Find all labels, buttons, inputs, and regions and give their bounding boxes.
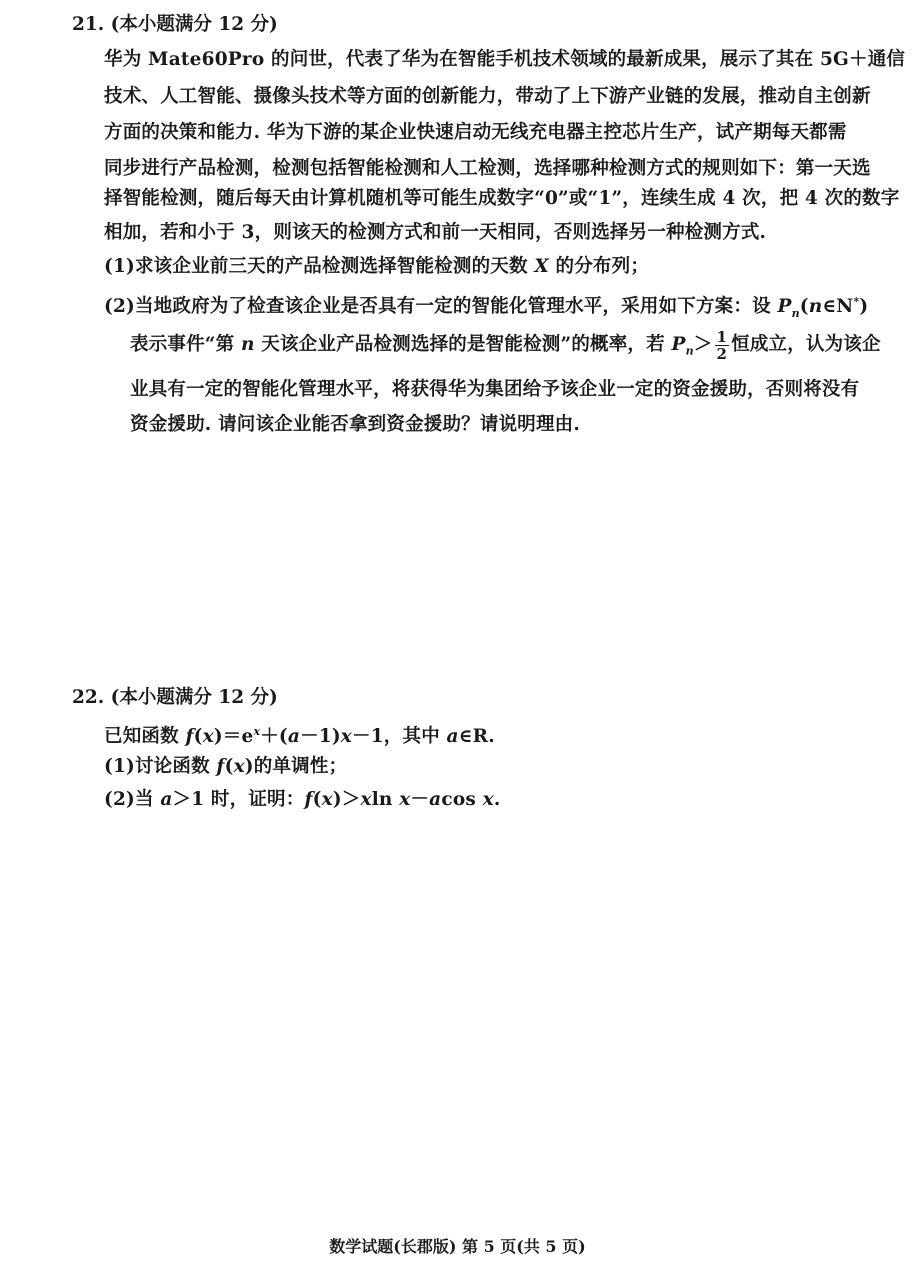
q22-heading: 22. (本小题满分 12 分): [72, 687, 278, 708]
q21-text-line-3: 方面的决策和能力. 华为下游的某企业快速启动无线充电器主控芯片生产，试产期每天都需: [104, 122, 847, 143]
q22-part1: (1)讨论函数 f(x)的单调性；: [104, 756, 348, 777]
q21-heading: 21. (本小题满分 12 分): [72, 14, 278, 35]
q21-part2-line-3: 业具有一定的智能化管理水平，将获得华为集团给予该企业一定的资金援助，否则将没有: [130, 379, 860, 400]
q21-text-line-4: 同步进行产品检测，检测包括智能检测和人工检测，选择哪种检测方式的规则如下：第一天选: [104, 158, 871, 179]
q21-text-line-5: 择智能检测，随后每天由计算机随机等可能生成数字“0”或“1”，连续生成 4 次，把 4 次的数字: [104, 188, 900, 209]
q21-text-line-1: 华为 Mate60Pro 的问世，代表了华为在智能手机技术领域的最新成果，展示了其在 5G＋通信: [104, 49, 906, 70]
q22-part2: (2)当 a＞1 时，证明：f(x)＞xln x－acos x.: [104, 789, 501, 810]
q22-given-function: 已知函数 $f(x)=e^x+(a-1)x-1$，其中 a∈R.: [104, 725, 495, 748]
q21-part2-line-1: (2)当地政府为了检查该企业是否具有一定的智能化管理水平，采用如下方案：设 $P_n(n\in N^*)$: [104, 295, 869, 320]
page-footer: 数学试题(长郡版) 第 5 页(共 5 页): [329, 1237, 586, 1256]
q21-text-line-6: 相加，若和小于 3，则该天的检测方式和前一天相同，否则选择另一种检测方式.: [104, 222, 767, 243]
one-half-fraction: $\frac{1}{2}$: [716, 327, 728, 363]
q21-text-line-2: 技术、人工智能、摄像头技术等方面的创新能力，带动了上下游产业链的发展，推动自主创新: [104, 86, 871, 107]
q21-part2-line-2: 表示事件“第 n 天该企业产品检测选择的是智能检测”的概率，若 $P_n>$ $\frac{1}{2}$ 恒成立，认为该企: [130, 327, 881, 363]
q21-part1: (1)求该企业前三天的产品检测选择智能检测的天数 X 的分布列；: [104, 256, 650, 277]
q21-part2-line-4: 资金援助. 请问该企业能否拿到资金援助？请说明理由.: [130, 414, 581, 435]
